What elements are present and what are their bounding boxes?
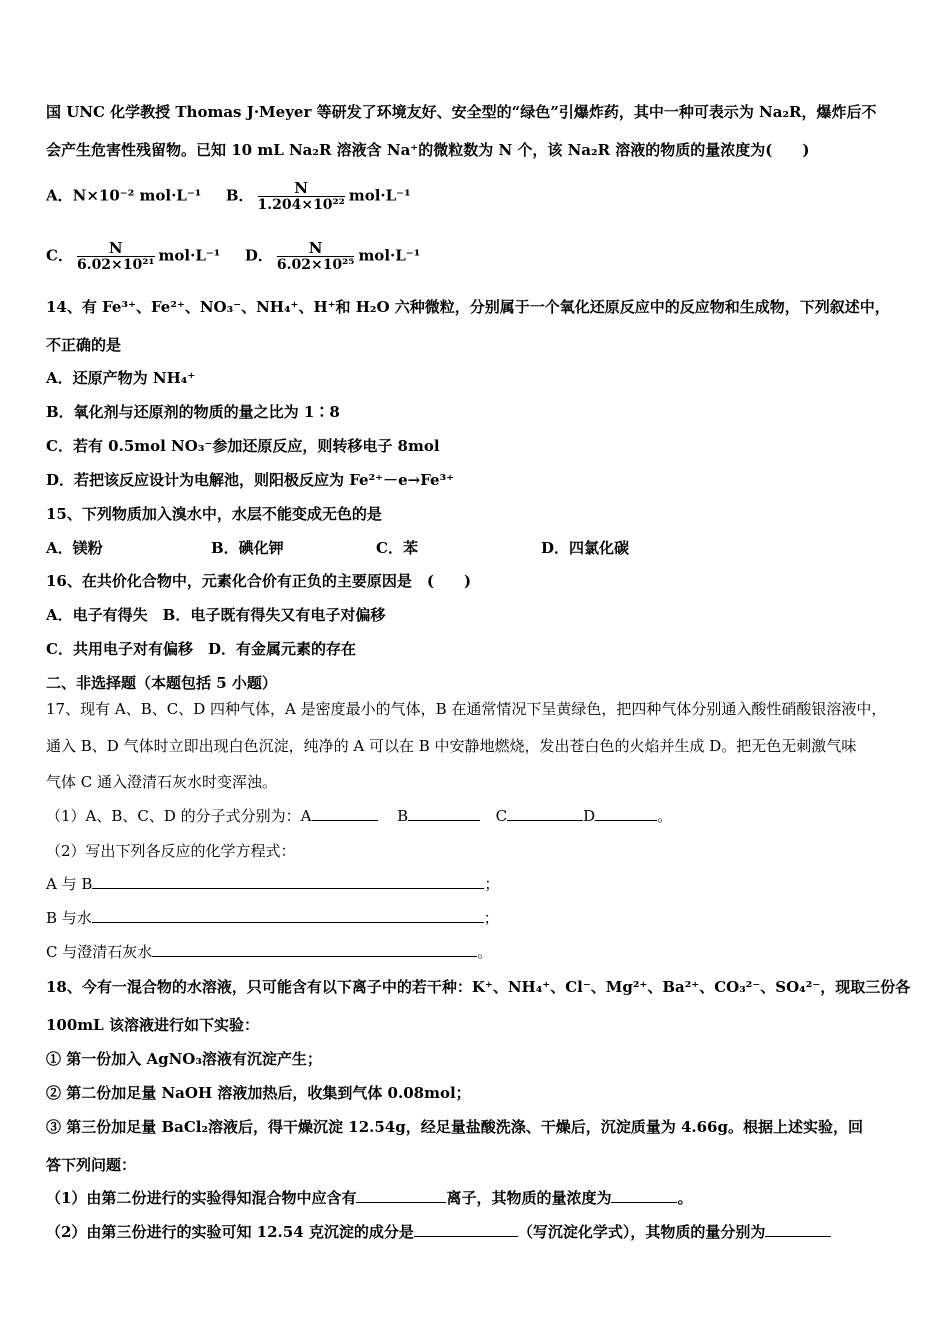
- answer-blank-a[interactable]: [312, 806, 378, 821]
- q18-part2-text-2: （写沉淀化学式），其物质的量分别为: [517, 1223, 766, 1241]
- answer-blank-amount[interactable]: [765, 1222, 831, 1237]
- fraction-denominator: 6.02×10²¹: [76, 257, 155, 273]
- q17-line2: 通入 B、D 气体时立即出现白色沉淀，纯净的 A 可以在 B 中安静地燃烧，发出苍白色的火焰并生成 D。把无色无刺激气味: [46, 737, 857, 755]
- q14-option-a: A．还原产物为 NH₄⁺: [46, 369, 196, 387]
- q17-equation-2: [46, 908, 499, 928]
- answer-blank-precipitate[interactable]: [414, 1222, 518, 1237]
- q14-option-c: C．若有 0.5mol NO₃⁻参加还原反应，则转移电子 8mol: [46, 437, 440, 455]
- fraction-numerator: N: [277, 240, 355, 257]
- q17-part1-end: 。: [657, 807, 673, 825]
- q13-option-c-unit: mol·L⁻¹: [158, 246, 221, 265]
- q14-option-d: D．若把该反应设计为电解池，则阳极反应为 Fe²⁺－e→Fe³⁺: [46, 471, 455, 489]
- q13-option-a: A．N×10⁻² mol·L⁻¹: [46, 186, 202, 205]
- equation-end: ；: [484, 875, 500, 893]
- q15-option-b: B．碘化钾: [211, 539, 284, 557]
- equation-label: A 与 B: [46, 875, 93, 893]
- answer-blank-d[interactable]: [595, 806, 657, 821]
- q14-option-b: B．氧化剂与还原剂的物质的量之比为 1∶8: [46, 403, 340, 421]
- q18-part2: [46, 1222, 831, 1242]
- q16-stem: 16、在共价化合物中，元素化合价有正负的主要原因是 ( ): [46, 572, 472, 590]
- q13-option-b-fraction: [258, 180, 345, 213]
- q17-part2: （2）写出下列各反应的化学方程式：: [46, 842, 296, 860]
- q15-option-d: D．四氯化碳: [541, 539, 630, 557]
- fraction-denominator: 6.02×10²⁵: [276, 257, 355, 273]
- equation-end: ；: [483, 909, 499, 927]
- q18-line1: 18、今有一混合物的水溶液，只可能含有以下离子中的若干种：K⁺、NH₄⁺、Cl⁻、Mg²⁺、Ba²⁺、CO₃²⁻、SO₄²⁻，现取三份各: [46, 978, 911, 996]
- fraction-numerator: N: [77, 240, 155, 257]
- q13-option-d-fraction: [277, 240, 355, 273]
- q16-options-ab: A．电子有得失 B．电子既有得失又有电子对偏移: [46, 606, 386, 624]
- answer-blank-concentration[interactable]: [611, 1188, 677, 1203]
- q18-part1-text-2: 离子，其物质的量浓度为: [446, 1189, 612, 1207]
- q17-line1: 17、现有 A、B、C、D 四种气体，A 是密度最小的气体，B 在通常情况下呈黄绿色，把四种气体分别通入酸性硝酸银溶液中，: [46, 700, 887, 718]
- q13-option-d-label: D．: [244, 246, 273, 265]
- q18-part1-text: （1）由第二份进行的实验得知混合物中应含有: [46, 1189, 357, 1207]
- q15-option-a: A．镁粉: [46, 539, 103, 557]
- q17-part1-d-label: D: [583, 807, 596, 825]
- section-heading: 二、非选择题（本题包括 5 小题）: [46, 674, 277, 692]
- fraction-denominator: 1.204×10²²: [257, 197, 345, 213]
- answer-blank-c[interactable]: [507, 806, 583, 821]
- q17-part1: [46, 806, 672, 826]
- q13-option-c-label: C．: [46, 246, 73, 265]
- answer-blank-equation-1[interactable]: [92, 874, 484, 889]
- fraction-numerator: N: [258, 180, 345, 197]
- q18-line2: 100mL 该溶液进行如下实验：: [46, 1016, 259, 1034]
- q16-options-cd: C．共用电子对有偏移 D．有金属元素的存在: [46, 640, 356, 658]
- q17-equation-3: [46, 942, 492, 962]
- q18-experiment-1: ① 第一份加入 AgNO₃溶液有沉淀产生；: [46, 1050, 322, 1068]
- equation-end: 。: [477, 943, 493, 961]
- q13-line1: 国 UNC 化学教授 Thomas J·Meyer 等研发了环境友好、安全型的“绿色”引爆炸药，其中一种可表示为 Na₂R，爆炸后不: [46, 103, 877, 121]
- q13-option-b-unit: mol·L⁻¹: [348, 186, 411, 205]
- q17-part1-c-label: C: [495, 807, 508, 825]
- q18-part1: [46, 1188, 692, 1208]
- q13-line2: 会产生危害性残留物。已知 10 mL Na₂R 溶液含 Na⁺的微粒数为 N 个，该 Na₂R 溶液的物质的量浓度为( ): [46, 141, 810, 159]
- q15-stem: 15、下列物质加入溴水中，水层不能变成无色的是: [46, 505, 382, 523]
- answer-blank-equation-3[interactable]: [152, 942, 477, 957]
- answer-blank-b[interactable]: [408, 806, 480, 821]
- q13-option-c-fraction: [77, 240, 155, 273]
- q17-equation-1: [46, 874, 499, 894]
- q18-experiment-3a: ③ 第三份加足量 BaCl₂溶液后，得干燥沉淀 12.54g，经足量盐酸洗涤、干燥后，沉淀质量为 4.66g。根据上述实验，回: [46, 1118, 863, 1136]
- q14-line1: 14、有 Fe³⁺、Fe²⁺、NO₃⁻、NH₄⁺、H⁺和 H₂O 六种微粒，分别属于一个氧化还原反应中的反应物和生成物，下列叙述中，: [46, 298, 890, 316]
- q17-part1-b-label: B: [397, 807, 409, 825]
- q15-option-c: C．苯: [376, 539, 418, 557]
- q13-option-b-label: B．: [225, 186, 254, 205]
- q18-part1-end: 。: [677, 1189, 693, 1207]
- answer-blank-ion[interactable]: [356, 1188, 446, 1203]
- q13-options-cd: [46, 240, 420, 273]
- equation-label: B 与水: [46, 909, 92, 927]
- q18-experiment-3b: 答下列问题：: [46, 1156, 137, 1174]
- q17-part1-prefix: （1）A、B、C、D 的分子式分别为：A: [46, 807, 312, 825]
- q13-option-d-unit: mol·L⁻¹: [358, 246, 421, 265]
- equation-label: C 与澄清石灰水: [46, 943, 153, 961]
- q18-part2-text: （2）由第三份进行的实验可知 12.54 克沉淀的成分是: [46, 1223, 414, 1241]
- answer-blank-equation-2[interactable]: [92, 908, 484, 923]
- q17-line3: 气体 C 通入澄清石灰水时变浑浊。: [46, 773, 278, 791]
- q18-experiment-2: ② 第二份加足量 NaOH 溶液加热后，收集到气体 0.08mol；: [46, 1084, 471, 1102]
- q14-line2: 不正确的是: [46, 336, 122, 354]
- q13-options-ab: [46, 180, 411, 213]
